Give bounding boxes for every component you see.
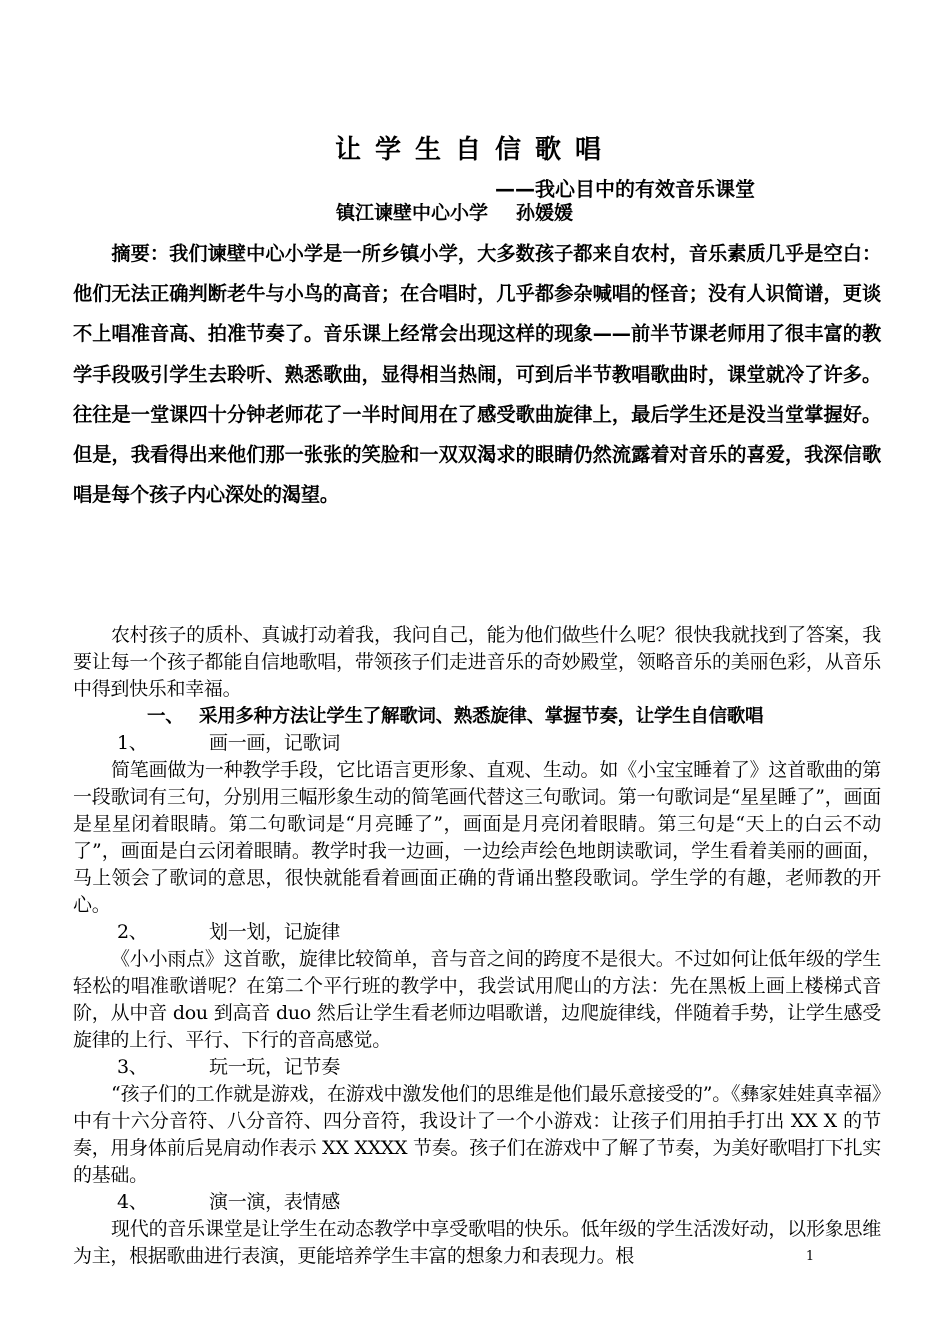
page-number: 1 (805, 1249, 815, 1264)
subheading-1 (73, 730, 881, 757)
abstract-paragraph: 摘要：我们谏壁中心小学是一所乡镇小学，大多数孩子都来自农村，音乐素质几乎是空白：他们无法正确判断老牛与小鸟的高音；在合唱时，几乎都参杂喊唱的怪音；没有人识简谱，更谈不上唱准音高、拍准节奏了。音乐课上经常会出现这样的现象——前半节课老师用了很丰富的教学手段吸引学生去聆听、熟悉歌曲，显得相当热闹，可到后半节教唱歌曲时，课堂就冷了许多。往往是一堂课四十分钟老师花了一半时间用在了感受歌曲旋律上，最后学生还是没当堂掌握好。但是，我看得出来他们那一张张的笑脸和一双双渴求的眼睛仍然流露着对音乐的喜爱，我深信歌唱是每个孩子内心深处的渴望。 (73, 242, 881, 507)
body-text (73, 622, 881, 1270)
author-line (336, 200, 573, 226)
subheading-title: 演一演，表情感 (209, 1191, 340, 1213)
subheading-number: 4、 (117, 1191, 148, 1213)
subheading-4 (73, 1189, 881, 1216)
section-title: 采用多种方法让学生了解歌词、熟悉旋律、掌握节奏，让学生自信歌唱 (199, 706, 764, 727)
intro-paragraph: 农村孩子的质朴、真诚打动着我，我问自己，能为他们做些什么呢？很快我就找到了答案，我要让每一个孩子都能自信地歌唱，带领孩子们走进音乐的奇妙殿堂，领略音乐的美丽色彩，从音乐中得到快乐和幸福。 (73, 624, 881, 700)
subheading-3 (73, 1054, 881, 1081)
paragraph-3: “孩子们的工作就是游戏，在游戏中激发他们的思维是他们最乐意接受的”。《彝家娃娃真幸福》中有十六分音符、八分音符、四分音符，我设计了一个小游戏：让孩子们用拍手打出 XX X 的节奏，用身体前后晃肩动作表示 XX XXXX 节奏。孩子们在游戏中了解了节奏，为美好歌唱打下扎实的基础。 (73, 1083, 881, 1186)
subheading-number: 1、 (117, 732, 148, 754)
subheading-title: 划一划，记旋律 (209, 921, 340, 943)
document-title: 让学生自信歌唱 (334, 135, 615, 165)
paragraph-1: 简笔画做为一种教学手段，它比语言更形象、直观、生动。如《小宝宝睡着了》这首歌曲的第一段歌词有三句，分别用三幅形象生动的简笔画代替这三句歌词。第一句歌词是“星星睡了”，画面是星星闭着眼睛。第二句歌词是“月亮睡了”，画面是月亮闭着眼睛。第三句是“天上的白云不动了”，画面是白云闭着眼睛。教学时我一边画，一边绘声绘色地朗读歌词，学生看着美丽的画面，马上领会了歌词的意思，很快就能看着画面正确的背诵出整段歌词。学生学的有趣，老师教的开心。 (73, 759, 881, 916)
author-school: 镇江谏壁中心小学 (336, 202, 489, 224)
subheading-2 (73, 919, 881, 946)
subheading-title: 玩一玩，记节奏 (209, 1056, 340, 1078)
paragraph-4: 现代的音乐课堂是让学生在动态教学中享受歌唱的快乐。低年级的学生活泼好动，以形象思维为主，根据歌曲进行表演，更能培养学生丰富的想象力和表现力。根 (73, 1218, 881, 1267)
subheading-number: 3、 (117, 1056, 148, 1078)
paragraph-2: 《小小雨点》这首歌，旋律比较简单，音与音之间的跨度不是很大。不过如何让低年级的学生轻松的唱准歌谱呢？在第二个平行班的教学中，我尝试用爬山的方法：先在黑板上画上楼梯式音阶，从中音 dou 到高音 duo 然后让学生看老师边唱歌谱，边爬旋律线，伴随着手势，让学生感受旋律的上行、平行、下行的音高感觉。 (73, 948, 881, 1051)
section-heading (73, 703, 881, 730)
section-number: 一、 (147, 706, 184, 727)
author-name: 孙媛媛 (516, 202, 574, 224)
document-subtitle: ——我心目中的有效音乐课堂 (495, 177, 755, 201)
subheading-number: 2、 (117, 921, 148, 943)
subheading-title: 画一画，记歌词 (209, 732, 340, 754)
